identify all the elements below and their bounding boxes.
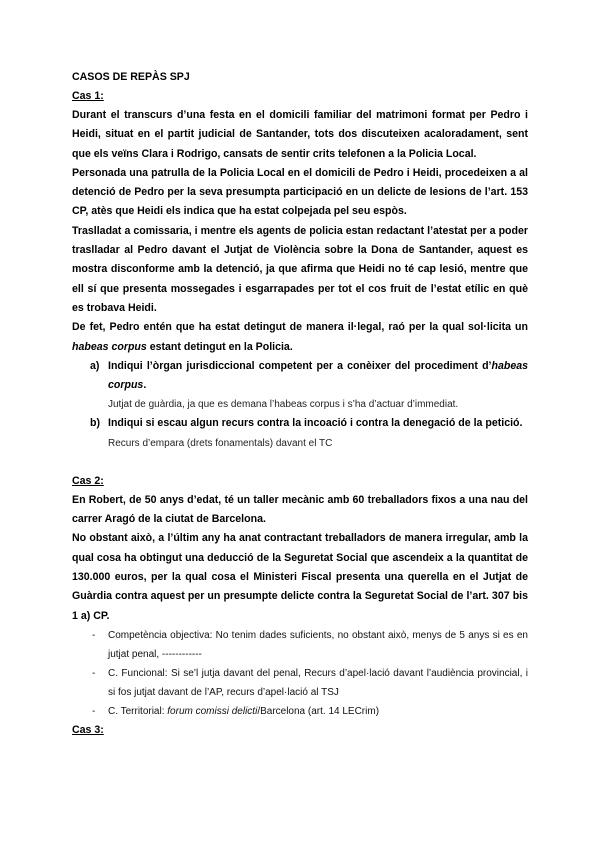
case1-paragraph-1: Durant el transcurs d’una festa en el domicili familiar del matrimoni format per Pedro i Heidi, situat en el partit judicial de Santander, tots dos discuteixen acaloradament, sent que els veïns Clara i Rodrigo, cansats de sentir crits telefonen a la Policia Local.	[72, 109, 528, 160]
bullet-marker: -	[92, 629, 96, 641]
case2-heading: Cas 2:	[72, 474, 104, 487]
case2-bullet-1: - Competència objectiva: No tenim dades suficients, no obstant això, menys de 5 anys si es en jutjat penal, ------------	[72, 626, 528, 664]
document-page	[72, 68, 528, 740]
case1-heading: Cas 1:	[72, 90, 104, 102]
case1-paragraph-3: Traslladat a comissaria, i mentre els agents de policia estan redactant l’atestat per a poder traslladar al Pedro davant el Jutjat de Violència sobre la Dona de Santander, aquest es mostra disconforme amb la detenció, ja que afirma que Heidi no té cap lesió, mentre que ell sí que presenta mossegades i esgarrapades per tot el cos fruit de l’estat etílic en què es trobava Heidi.	[72, 224, 528, 314]
case1-question-a: a) Indiqui l’òrgan jurisdiccional competent per a conèixer del procediment d’habeas corpus.	[72, 357, 528, 396]
case3-heading: Cas 3:	[72, 723, 104, 736]
bullet-marker: -	[92, 667, 96, 679]
question-b-label: b)	[90, 417, 100, 430]
case2-paragraph-1: En Robert, de 50 anys d’edat, té un taller mecànic amb 60 treballadors fixos a una nau del carrer Aragó de la ciutat de Barcelona.	[72, 493, 528, 526]
case1-answer-a: Jutjat de guàrdia, ja que es demana l’habeas corpus i s’ha d’actuar d’immediat.	[108, 399, 459, 411]
case2-bullet-2: - C. Funcional: Si se’l jutja davant del penal, Recurs d’apel·lació davant l’audiència provincial, i si fos jutjat davant de l’AP, recurs d’apel·lació al TSJ	[72, 664, 528, 702]
case2-bullet-3: - C. Territorial: forum comissi delicti/Barcelona (art. 14 LECrim)	[72, 702, 528, 721]
document-title: CASOS DE REPÀS SPJ	[72, 71, 190, 83]
case2-paragraph-2: No obstant això, a l’últim any ha anat contractant treballadors de manera irregular, amb la qual cosa ha obtingut una deducció de la Seguretat Social que ascendeix a la quantitat de 130.000 euros, per la qual cosa el Ministeri Fiscal presenta una querella en el Jutjat de Guàrdia contra aquest per un presumpte delicte contra la Seguretat Social de l’art. 307 bis 1 a) CP.	[72, 532, 528, 622]
case1-question-b: b) Indiqui si escau algun recurs contra la incoació i contra la denegació de la petició.	[72, 414, 528, 433]
case1-paragraph-2: Personada una patrulla de la Policia Local en el domicili de Pedro i Heidi, procedeixen a al detenció de Pedro per la seva presumpta participació en un delicte de lesions de l’art. 153 CP, atès que Heidi els indica que ha estat colpejada pel seu espòs.	[72, 166, 528, 218]
bullet-marker: -	[92, 705, 96, 717]
case1-paragraph-4: De fet, Pedro entén que ha estat detingut de manera il·legal, raó per la qual sol·licita un habeas corpus estant detingut en la Policia.	[72, 321, 528, 353]
question-a-label: a)	[90, 359, 100, 372]
case1-answer-b: Recurs d’empara (drets fonamentals) davant el TC	[108, 437, 333, 449]
